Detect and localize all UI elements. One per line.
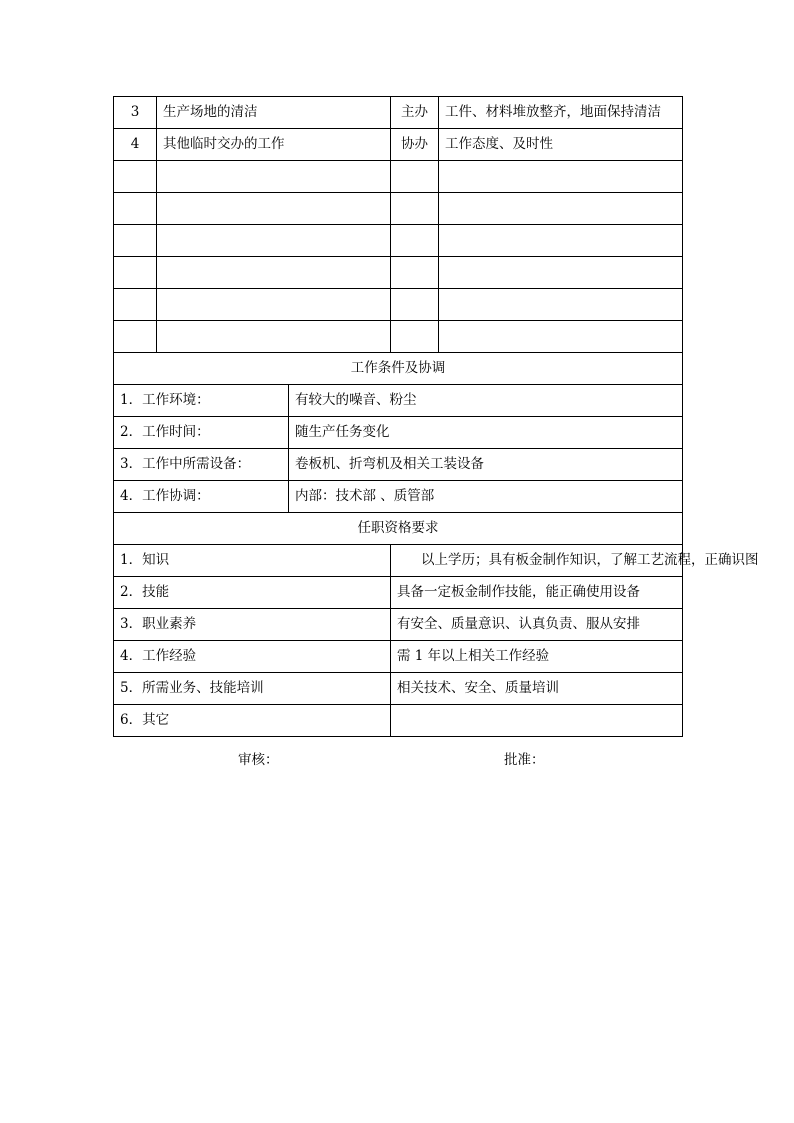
qualification-value: 相关技术、安全、质量培训 — [391, 673, 683, 705]
condition-label: 1．工作环境： — [114, 385, 289, 417]
duty-standard: 工件、材料堆放整齐，地面保持清洁 — [439, 97, 683, 129]
condition-label: 2．工作时间： — [114, 417, 289, 449]
duty-row — [114, 161, 683, 193]
duty-row — [114, 193, 683, 225]
condition-row — [114, 481, 683, 513]
qualification-label: 4．工作经验 — [114, 641, 391, 673]
duty-number — [114, 257, 157, 289]
section-header-row — [114, 513, 683, 545]
condition-row — [114, 417, 683, 449]
duty-role — [391, 161, 439, 193]
qualification-label: 6．其它 — [114, 705, 391, 737]
condition-label: 4．工作协调： — [114, 481, 289, 513]
condition-row — [114, 385, 683, 417]
duty-role: 主办 — [391, 97, 439, 129]
condition-value: 随生产任务变化 — [289, 417, 683, 449]
condition-value: 内部：技术部 、质管部 — [289, 481, 683, 513]
duty-standard — [439, 193, 683, 225]
duty-standard — [439, 257, 683, 289]
qualification-value: 具备一定板金制作技能，能正确使用设备 — [391, 577, 683, 609]
job-description-table — [113, 96, 759, 737]
duty-role: 协办 — [391, 129, 439, 161]
duty-row — [114, 129, 683, 161]
duty-role — [391, 289, 439, 321]
qualification-value: 以上学历；具有板金制作知识，了解工艺流程，正确识图 — [391, 545, 683, 577]
duty-content — [157, 289, 391, 321]
condition-label: 3．工作中所需设备： — [114, 449, 289, 481]
duty-content: 其他临时交办的工作 — [157, 129, 391, 161]
duty-role — [391, 257, 439, 289]
review-signature-label: 审核： — [238, 752, 279, 768]
qualification-value: 需 1 年以上相关工作经验 — [391, 641, 683, 673]
qualification-label: 3．职业素养 — [114, 609, 391, 641]
duty-number — [114, 225, 157, 257]
qualification-label: 1．知识 — [114, 545, 391, 577]
duty-content — [157, 257, 391, 289]
duty-standard — [439, 161, 683, 193]
condition-value: 有较大的噪音、粉尘 — [289, 385, 683, 417]
condition-row — [114, 449, 683, 481]
duty-role — [391, 321, 439, 353]
duty-content — [157, 321, 391, 353]
duty-content: 生产场地的清洁 — [157, 97, 391, 129]
duty-standard — [439, 289, 683, 321]
section-header-row — [114, 353, 683, 385]
duty-content — [157, 225, 391, 257]
duty-standard: 工作态度、及时性 — [439, 129, 683, 161]
duty-number — [114, 289, 157, 321]
qualification-value: 有安全、质量意识、认真负责、服从安排 — [391, 609, 683, 641]
approve-signature-label: 批准： — [504, 752, 545, 768]
duty-row — [114, 321, 683, 353]
condition-value: 卷板机、折弯机及相关工装设备 — [289, 449, 683, 481]
qualification-label: 5．所需业务、技能培训 — [114, 673, 391, 705]
duty-row — [114, 257, 683, 289]
duty-number — [114, 321, 157, 353]
duty-row — [114, 225, 683, 257]
duty-content — [157, 161, 391, 193]
duty-row — [114, 97, 683, 129]
qualification-row — [114, 641, 683, 673]
duty-row — [114, 289, 683, 321]
duty-number: 4 — [114, 129, 157, 161]
duty-number — [114, 193, 157, 225]
qualification-row — [114, 577, 683, 609]
qualification-value — [391, 705, 683, 737]
duty-standard — [439, 321, 683, 353]
qualification-row — [114, 705, 683, 737]
qualification-label: 2．技能 — [114, 577, 391, 609]
qualification-row — [114, 545, 683, 577]
duty-content — [157, 193, 391, 225]
duty-number: 3 — [114, 97, 157, 129]
conditions-title: 工作条件及协调 — [114, 353, 683, 385]
qualifications-title: 任职资格要求 — [114, 513, 683, 545]
duty-role — [391, 225, 439, 257]
qualification-row — [114, 609, 683, 641]
duty-number — [114, 161, 157, 193]
duty-role — [391, 193, 439, 225]
qualification-row — [114, 673, 683, 705]
duty-standard — [439, 225, 683, 257]
